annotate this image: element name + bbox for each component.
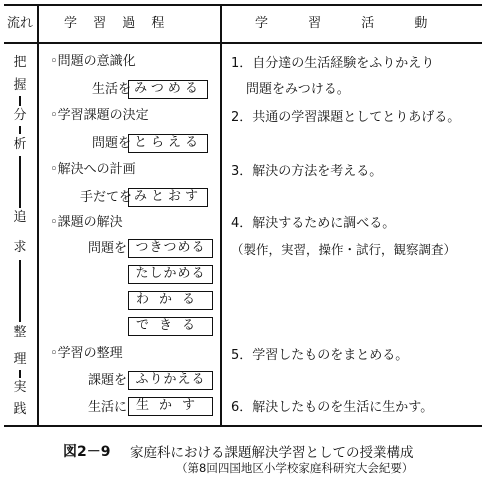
- header-activity: 学 習 活 動: [255, 16, 446, 31]
- process-box: できる: [128, 317, 213, 336]
- process-label: 手だてを: [80, 190, 133, 205]
- activity-text: 6．解決したものを生活に生かす。: [231, 400, 434, 415]
- table-top-border: [4, 4, 482, 6]
- flow-char: 分: [13, 108, 27, 123]
- header-process: 学 習 過 程: [64, 16, 171, 31]
- flow-char: 析: [13, 137, 27, 152]
- activity-text: 1．自分達の生活経験をふりかえり: [231, 56, 435, 71]
- flow-bar: [19, 370, 21, 378]
- flow-bar: [19, 260, 21, 322]
- col-divider-1: [37, 4, 39, 427]
- figure-title: 家庭科における課題解決学習としての授業構成: [130, 445, 414, 461]
- flow-bar: [19, 156, 21, 208]
- process-box: つきつめる: [128, 239, 213, 258]
- activity-text: 問題をみつける。: [246, 82, 350, 97]
- table-bottom-border: [4, 425, 482, 427]
- activity-text: 5．学習したものをまとめる。: [231, 348, 409, 363]
- process-box: みとおす: [128, 188, 208, 207]
- activity-text: 2．共通の学習課題としてとりあげる。: [231, 110, 461, 125]
- process-box: とらえる: [128, 134, 208, 153]
- process-title: ◦学習課題の決定: [50, 108, 149, 123]
- activity-text: 4．解決するために調べる。: [231, 216, 396, 231]
- flow-char: 整: [13, 325, 27, 340]
- process-title: ◦学習の整理: [50, 346, 123, 361]
- process-title: ◦課題の解決: [50, 215, 123, 230]
- process-label: 問題を: [92, 136, 132, 151]
- header-flow: 流れ: [7, 16, 34, 31]
- flow-char: 理: [13, 352, 27, 367]
- process-title: ◦問題の意識化: [50, 54, 136, 69]
- process-box: みつめる: [128, 80, 208, 99]
- figure-number: 図2－9: [63, 444, 111, 460]
- flow-char: 実: [13, 380, 27, 395]
- flow-bar: [19, 126, 21, 134]
- flow-char: 求: [13, 240, 27, 255]
- process-label: 生活に: [88, 400, 128, 415]
- flow-char: 追: [13, 210, 27, 225]
- process-title: ◦解決への計画: [50, 162, 136, 177]
- flow-bar: [19, 96, 21, 106]
- header-bottom-border: [4, 42, 482, 44]
- process-label: 課題を: [88, 373, 128, 388]
- process-box: 生かす: [128, 397, 213, 416]
- flow-char: 握: [13, 78, 27, 93]
- process-label: 問題を: [88, 241, 128, 256]
- activity-text: （製作，実習，操作・試行，観察調査）: [231, 242, 457, 257]
- activity-text: 3．解決の方法を考える。: [231, 164, 383, 179]
- process-box: たしかめる: [128, 265, 213, 284]
- figure-source: （第8回四国地区小学校家庭科研究大会紀要）: [176, 461, 414, 475]
- process-box: ふりかえる: [128, 371, 213, 390]
- process-label: 生活を: [92, 82, 132, 97]
- flow-char: 践: [13, 402, 27, 417]
- process-box: わかる: [128, 291, 213, 310]
- flow-char: 把: [13, 55, 27, 70]
- col-divider-2: [220, 4, 222, 427]
